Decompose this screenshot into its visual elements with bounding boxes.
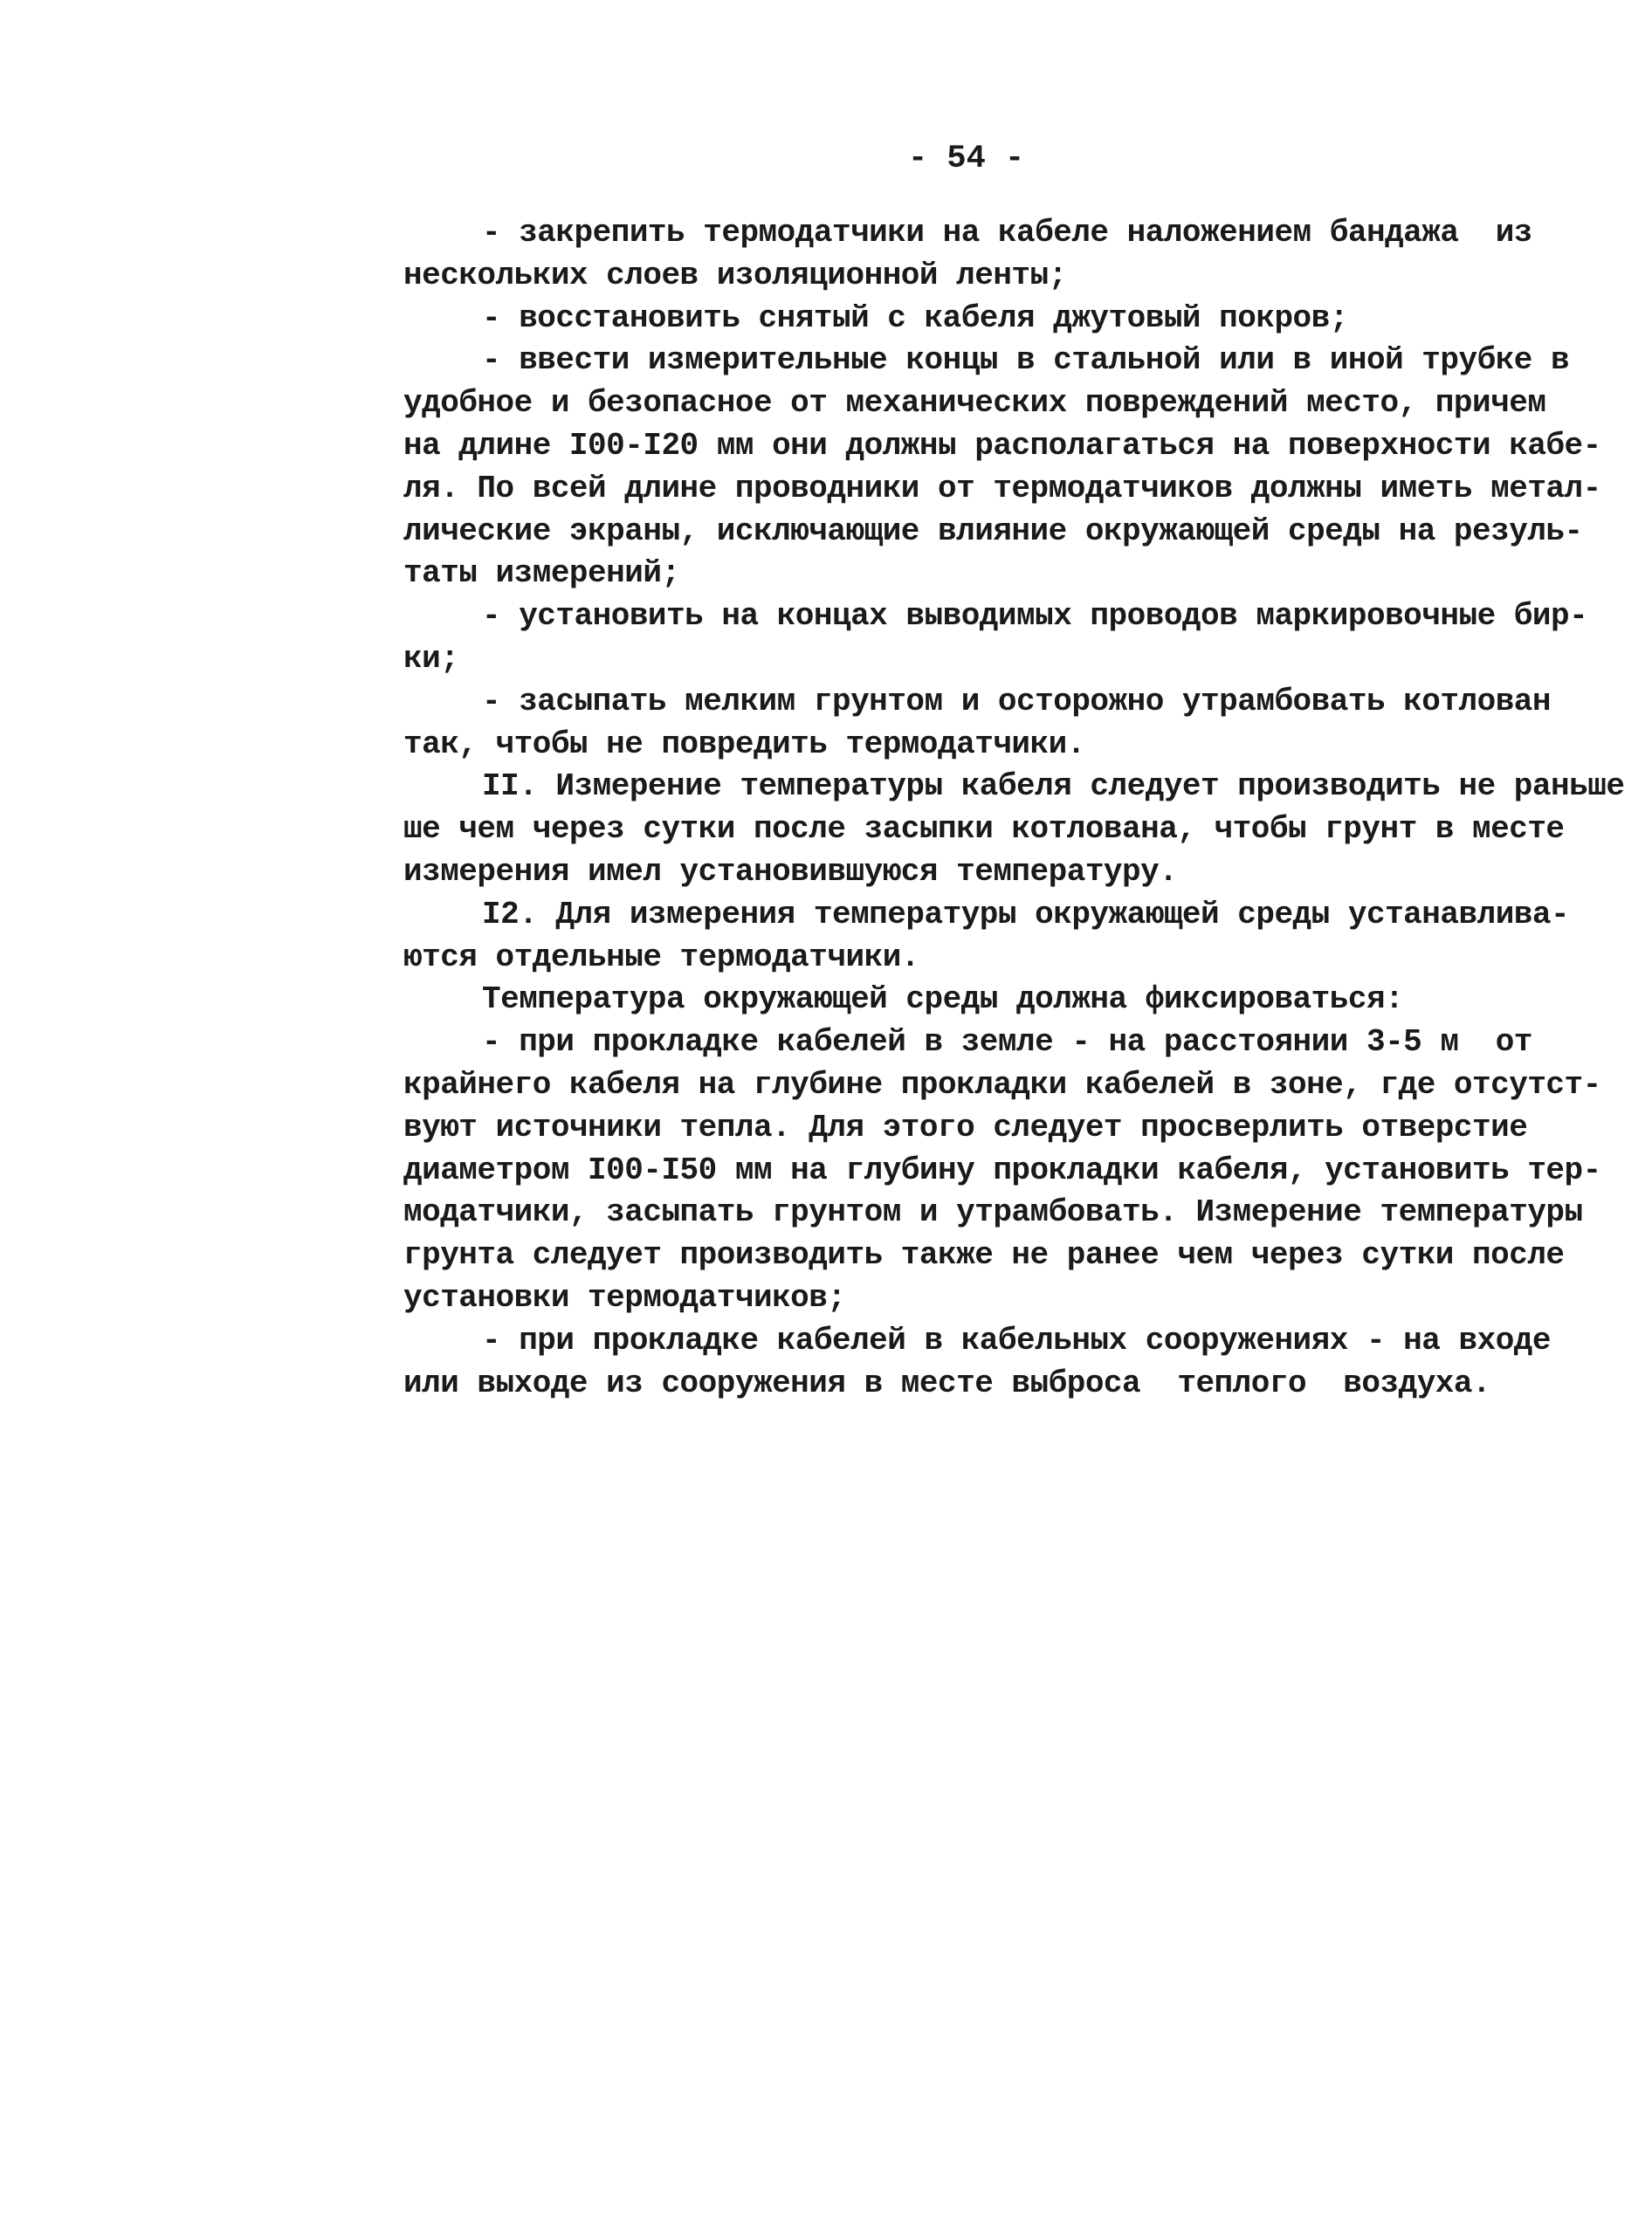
text-line: ше чем через сутки после засыпки котлована, чтобы грунт в месте [403, 811, 1565, 848]
text-line: удобное и безопасное от механических повреждений место, причем [403, 385, 1546, 422]
text-line: таты измерений; [403, 555, 680, 592]
text-line: модатчики, засыпать грунтом и утрамбовать. Измерение температуры [403, 1194, 1583, 1231]
text-line: II. Измерение температуры кабеля следует производить не раньше [482, 768, 1625, 805]
text-line: нескольких слоев изоляционной ленты; [403, 257, 1067, 293]
text-line: установки термодатчиков; [403, 1279, 846, 1316]
text-line: ются отдельные термодатчики. [403, 939, 919, 975]
text-line: - при прокладке кабелей в кабельных сооружениях - на входе [482, 1322, 1552, 1359]
text-line: - при прокладке кабелей в земле - на расстоянии 3-5 м от [482, 1024, 1532, 1061]
text-line: или выходе из сооружения в месте выброса теплого воздуха. [403, 1365, 1491, 1401]
text-line: Температура окружающей среды должна фиксироваться: [482, 981, 1404, 1018]
text-line: - засыпать мелким грунтом и осторожно утрамбовать котлован [482, 683, 1552, 719]
text-line: измерения имел установившуюся температуру. [403, 853, 1178, 890]
text-line: - установить на концах выводимых проводов маркировочные бир- [482, 598, 1588, 635]
text-line: грунта следует производить также не ранее чем через сутки после [403, 1237, 1565, 1274]
text-line: вуют источники тепла. Для этого следует просверлить отверстие [403, 1109, 1528, 1145]
text-line: крайнего кабеля на глубине прокладки кабелей в зоне, где отсутст- [403, 1066, 1601, 1103]
body-text [403, 212, 1625, 1405]
text-line: так, чтобы не повредить термодатчики. [403, 726, 1085, 762]
text-line: I2. Для измерения температуры окружающей среды устанавлива- [482, 896, 1570, 932]
text-line: - ввести измерительные концы в стальной или в иной трубке в [482, 342, 1570, 379]
text-line: ки; [403, 640, 459, 677]
text-line: диаметром I00-I50 мм на глубину прокладки кабеля, установить тер- [403, 1152, 1601, 1188]
page-number: - 54 - [908, 141, 1025, 177]
text-line: - закрепить термодатчики на кабеле наложением бандажа из [482, 215, 1532, 251]
text-line: на длине I00-I20 мм они должны располагаться на поверхности кабе- [403, 427, 1601, 464]
text-line: ля. По всей длине проводники от термодатчиков должны иметь метал- [403, 470, 1601, 506]
text-line: лические экраны, исключающие влияние окружающей среды на резуль- [403, 512, 1583, 549]
text-line: - восстановить снятый с кабеля джутовый покров; [482, 299, 1348, 336]
